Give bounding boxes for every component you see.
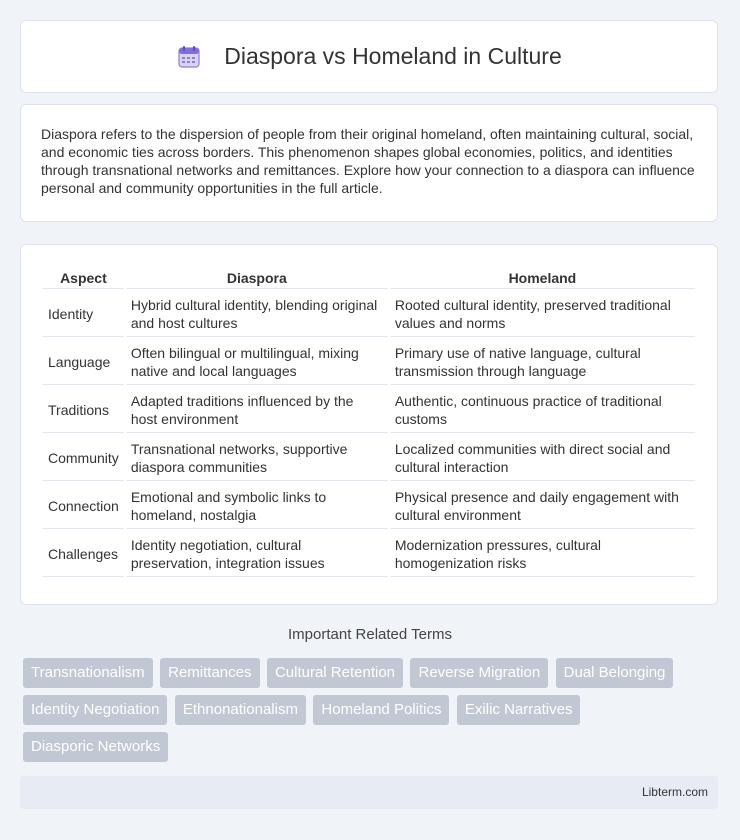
tag-dual-belonging[interactable]: Dual Belonging bbox=[556, 658, 674, 688]
footer-site-link[interactable]: Libterm.com bbox=[641, 785, 708, 799]
calendar-icon bbox=[176, 44, 202, 70]
comparison-table-card bbox=[20, 244, 718, 605]
table-row bbox=[43, 339, 695, 385]
tag-identity-negotiation[interactable]: Identity Negotiation bbox=[23, 695, 167, 725]
related-terms-title: Important Related Terms bbox=[288, 626, 452, 643]
intro-card bbox=[20, 104, 718, 222]
table-row bbox=[43, 291, 695, 337]
page-title: Diaspora vs Homeland in Culture bbox=[224, 43, 562, 69]
homeland-cell: Physical presence and daily engagement with cultural environment bbox=[390, 483, 695, 529]
footer bbox=[20, 776, 718, 809]
table-row bbox=[43, 483, 695, 529]
diaspora-cell: Often bilingual or multilingual, mixing native and local languages bbox=[126, 339, 388, 385]
table-row bbox=[43, 387, 695, 433]
aspect-cell: Language bbox=[43, 339, 124, 385]
tag-reverse-migration[interactable]: Reverse Migration bbox=[410, 658, 548, 688]
intro-text: Diaspora refers to the dispersion of people from their original homeland, often maintaining cultural, social, and economic ties across borders. This phenomenon shapes global economies, politics, and identities through transnational networks and remittances. Explore how your connection to a diaspora can influence personal and community opportunities in the full article. bbox=[41, 126, 695, 196]
homeland-cell: Authentic, continuous practice of traditional customs bbox=[390, 387, 695, 433]
tag-ethnonationalism[interactable]: Ethnonationalism bbox=[175, 695, 306, 725]
homeland-cell: Rooted cultural identity, preserved traditional values and norms bbox=[390, 291, 695, 337]
diaspora-cell: Hybrid cultural identity, blending original and host cultures bbox=[126, 291, 388, 337]
table-row bbox=[43, 435, 695, 481]
tag-transnationalism[interactable]: Transnationalism bbox=[23, 658, 153, 688]
header-diaspora: Diaspora bbox=[126, 267, 388, 289]
tag-cultural-retention[interactable]: Cultural Retention bbox=[267, 658, 403, 688]
header-card bbox=[20, 20, 718, 93]
table-header-row bbox=[43, 267, 695, 289]
diaspora-cell: Emotional and symbolic links to homeland, nostalgia bbox=[126, 483, 388, 529]
aspect-cell: Identity bbox=[43, 291, 124, 337]
diaspora-cell: Transnational networks, supportive diaspora communities bbox=[126, 435, 388, 481]
aspect-cell: Traditions bbox=[43, 387, 124, 433]
tag-remittances[interactable]: Remittances bbox=[160, 658, 259, 688]
homeland-cell: Modernization pressures, cultural homogenization risks bbox=[390, 531, 695, 577]
tag-homeland-politics[interactable]: Homeland Politics bbox=[313, 695, 449, 725]
comparison-table bbox=[41, 265, 697, 579]
aspect-cell: Connection bbox=[43, 483, 124, 529]
diaspora-cell: Identity negotiation, cultural preservation, integration issues bbox=[126, 531, 388, 577]
diaspora-cell: Adapted traditions influenced by the host environment bbox=[126, 387, 388, 433]
homeland-cell: Primary use of native language, cultural transmission through language bbox=[390, 339, 695, 385]
table-row bbox=[43, 531, 695, 577]
related-terms-list bbox=[23, 658, 723, 769]
header-homeland: Homeland bbox=[390, 267, 695, 289]
tag-exilic-narratives[interactable]: Exilic Narratives bbox=[457, 695, 581, 725]
tag-diasporic-networks[interactable]: Diasporic Networks bbox=[23, 732, 168, 762]
aspect-cell: Community bbox=[43, 435, 124, 481]
header-aspect: Aspect bbox=[43, 267, 124, 289]
aspect-cell: Challenges bbox=[43, 531, 124, 577]
homeland-cell: Localized communities with direct social and cultural interaction bbox=[390, 435, 695, 481]
